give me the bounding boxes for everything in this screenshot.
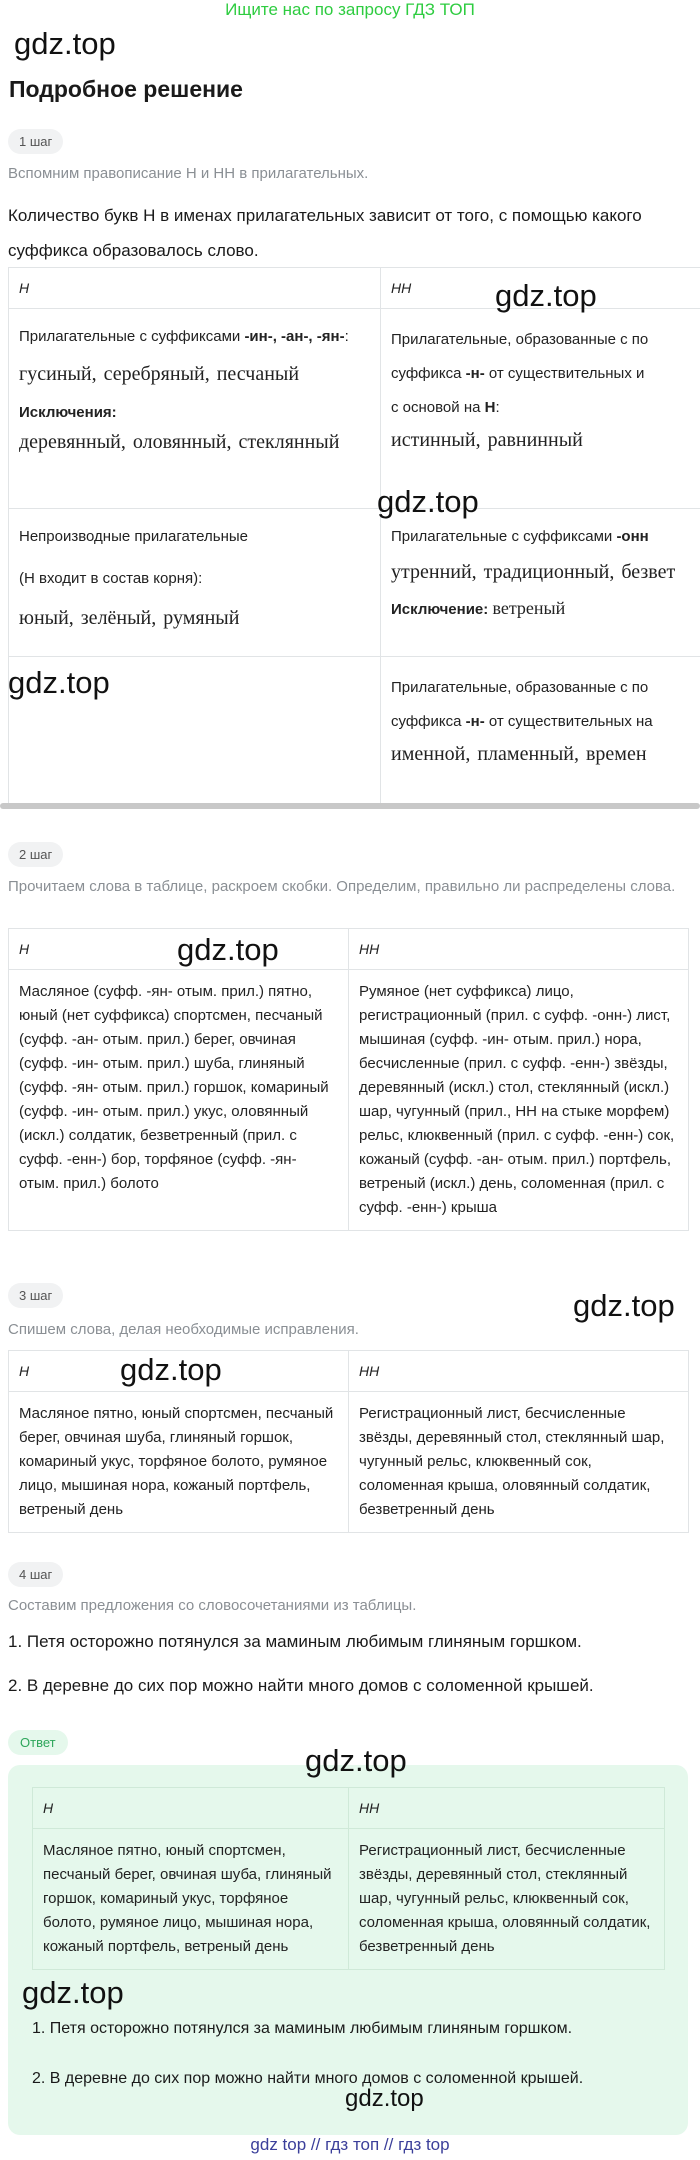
watermark: gdz.top — [8, 665, 110, 700]
rules-table — [8, 267, 700, 803]
col-header-n: Н — [33, 1788, 349, 1829]
rule-cell: Непроизводные прилагательные (Н входит в состав корня): юный, зелёный, румяный — [9, 509, 381, 657]
watermark: gdz.top — [377, 484, 479, 519]
col-header-nn: НН — [349, 929, 689, 970]
rule-cell: Прилагательные, образованные с по суффикса -н- от существительных и с основой на Н: истинный, равнинный — [381, 309, 700, 509]
words-cell: Регистрационный лист, бесчисленные звёзды, деревянный стол, стеклянный шар, чугунный рельс, клюквенный сок, соломенная крыша, оловянный солдатик, безветренный день — [349, 1392, 689, 1533]
step-2-note: Прочитаем слова в таблице, раскроем скобки. Определим, правильно ли распределены слова. — [8, 878, 676, 895]
sentence-2: 2. В деревне до сих пор можно найти много домов с соломенной крышей. — [8, 1676, 594, 1695]
step-1-intro: Количество букв Н в именах прилагательных зависит от того, с помощью какого суффикса образовалось слово. — [8, 206, 642, 260]
col-header-nn: НН — [381, 268, 700, 309]
exception-words: деревянный, оловянный, стеклянный — [19, 431, 340, 453]
example-words: гусиный, серебряный, песчаный — [19, 363, 300, 385]
step-1-note: Вспомним правописание Н и НН в прилагательных. — [8, 165, 369, 182]
rule-cell: Прилагательные с суффиксами -ин-, -ан-, -ян-: гусиный, серебряный, песчаный Исключения: деревянный, оловянный, стеклянный — [9, 309, 381, 509]
step-2-table — [8, 928, 689, 1231]
words-cell: Масляное пятно, юный спортсмен, песчаный берег, овчиная шуба, глиняный горшок, комариный укус, торфяное болото, румяное лицо, мышиная нора, кожаный портфель, ветреный день — [33, 1829, 349, 1970]
step-2-badge: 2 шаг — [8, 842, 63, 867]
answer-sentence-1: 1. Петя осторожно потянулся за маминым любимым глиняным горшком. — [32, 2020, 573, 2037]
rule-cell: Прилагательные, образованные с по суффикса -н- от существительных на именной, пламенный, времен — [381, 657, 700, 804]
sentence-1: 1. Петя осторожно потянулся за маминым любимым глиняным горшком. — [8, 1632, 582, 1651]
example-words: юный, зелёный, румяный — [19, 607, 240, 629]
words-cell: Масляное (суфф. -ян- отым. прил.) пятно, юный (нет суффикса) спортсмен, песчаный (суфф. -ан- отым. прил.) берег, овчиная (суфф. -ин- отым. прил.) шуба, глиняный (суфф. -ян- отым. прил.) горшок, комариный (суфф. -ин- отым. прил.) укус, оловянный (искл.) солдатик, безветренный (прил. с суфф. -енн-) бор, торфяное (суфф. -ян- отым. прил.) болото — [9, 970, 349, 1231]
step-4-badge: 4 шаг — [8, 1562, 63, 1587]
col-header-n: Н — [9, 929, 349, 970]
example-words: утренний, традиционный, безвет — [391, 561, 676, 583]
words-cell: Румяное (нет суффикса) лицо, регистрационный (прил. с суфф. -онн-) лист, мышиная (суфф. -ин- отым. прил.) нора, бесчисленные (прил. с суфф. -енн-) звёзды, деревянный (искл.) стол, стеклянный (искл.) шар, чугунный (прил., НН на стыке морфем) рельс, клюквенный (прил. с суфф. -енн-) сок, кожаный (суфф. -ан- отым. прил.) портфель, ветреный (искл.) день, соломенная (прил. с суфф. -енн-) крыша — [349, 970, 689, 1231]
step-3-note: Спишем слова, делая необходимые исправления. — [8, 1321, 359, 1338]
exceptions-label: Исключения: — [19, 404, 117, 421]
col-header-n: Н — [9, 268, 381, 309]
watermark: gdz.top — [345, 2085, 424, 2112]
watermark: gdz.top — [495, 278, 597, 313]
promo-banner[interactable]: Ищите нас по запросу ГДЗ ТОП — [225, 0, 475, 19]
rule-cell: Прилагательные с суффиксами -онн утренний, традиционный, безвет Исключение: ветреный — [381, 509, 700, 657]
answer-table — [32, 1787, 665, 1970]
words-cell: Регистрационный лист, бесчисленные звёзды, деревянный стол, стеклянный шар, чугунный рельс, клюквенный сок, соломенная крыша, оловянный солдатик, безветренный день — [349, 1829, 665, 1970]
col-header-nn: НН — [349, 1788, 665, 1829]
answer-badge: Ответ — [8, 1730, 68, 1755]
rules-table-viewport[interactable] — [8, 267, 700, 803]
logo-watermark: gdz.top — [14, 26, 116, 61]
answer-sentence-2: 2. В деревне до сих пор можно найти много домов с соломенной крышей. — [32, 2070, 584, 2087]
footer-links[interactable]: gdz top // гдз топ // гдз top — [250, 2135, 450, 2154]
step-4-note: Составим предложения со словосочетаниями из таблицы. — [8, 1597, 417, 1614]
col-header-n: Н — [9, 1351, 349, 1392]
words-cell: Масляное пятно, юный спортсмен, песчаный берег, овчиная шуба, глиняный горшок, комариный укус, торфяное болото, румяное лицо, мышиная нора, кожаный портфель, ветреный день — [9, 1392, 349, 1533]
step-3-table — [8, 1350, 689, 1533]
watermark: gdz.top — [305, 1743, 407, 1778]
watermark: gdz.top — [573, 1288, 675, 1323]
horizontal-scrollbar[interactable] — [0, 803, 700, 809]
step-1-badge: 1 шаг — [8, 129, 63, 154]
watermark: gdz.top — [177, 932, 279, 967]
watermark: gdz.top — [22, 1975, 124, 2010]
example-words: истинный, равнинный — [391, 429, 583, 451]
page-title: Подробное решение — [9, 76, 243, 102]
example-words: именной, пламенный, времен — [391, 743, 647, 765]
watermark: gdz.top — [120, 1352, 222, 1387]
step-3-badge: 3 шаг — [8, 1283, 63, 1308]
col-header-nn: НН — [349, 1351, 689, 1392]
